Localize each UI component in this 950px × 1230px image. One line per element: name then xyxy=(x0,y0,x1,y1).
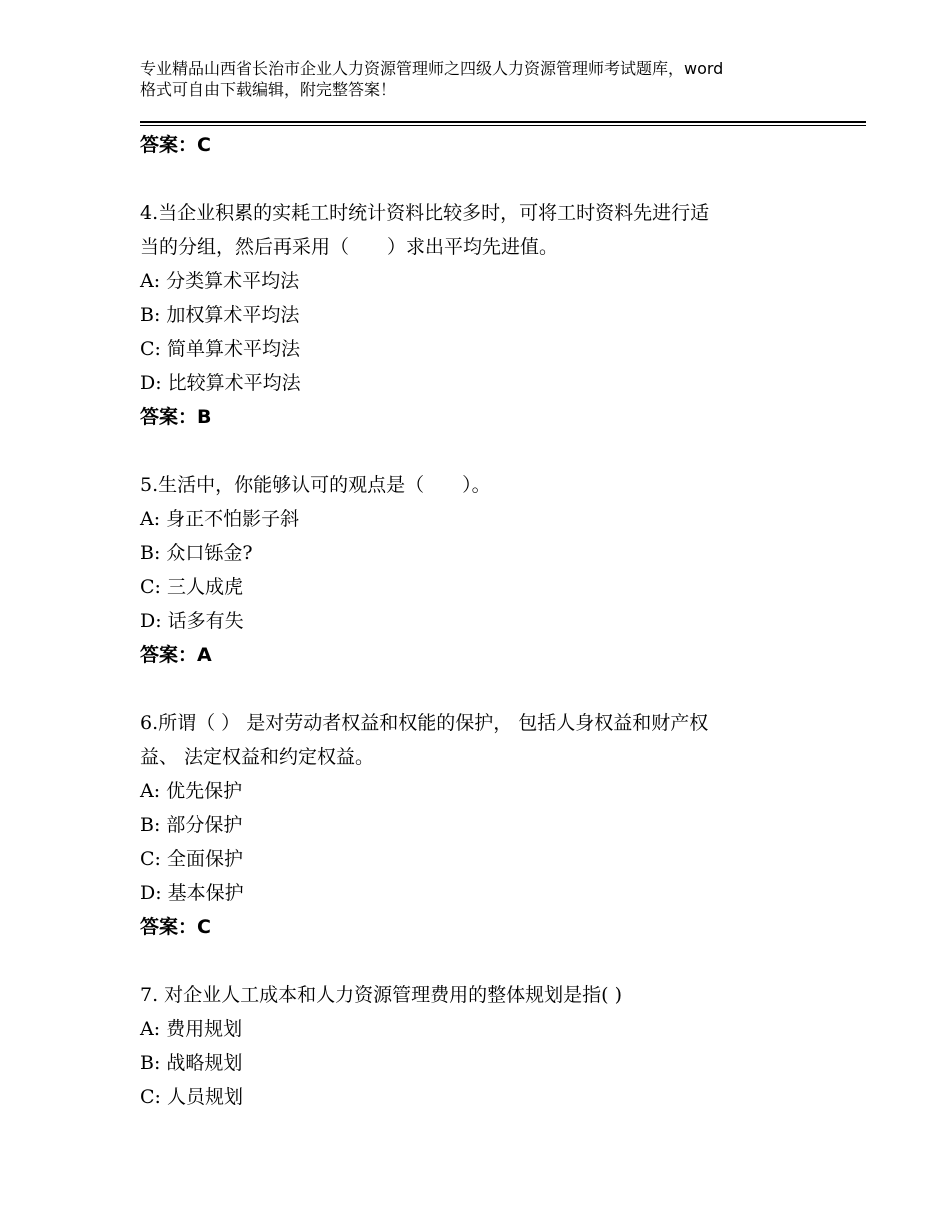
option-d: D: 比较算术平均法 xyxy=(140,372,301,394)
option-b: B: 部分保护 xyxy=(140,814,243,836)
header-rule-thin xyxy=(140,125,866,126)
question-stem-line: 4.当企业积累的实耗工时统计资料比较多时，可将工时资料先进行适 xyxy=(140,202,710,224)
option-a: A: 分类算术平均法 xyxy=(140,270,300,292)
header-line-2: 格式可自由下载编辑，附完整答案！ xyxy=(140,80,397,99)
header-line-1: 专业精品山西省长治市企业人力资源管理师之四级人力资源管理师考试题库，word xyxy=(140,59,724,78)
option-c: C: 人员规划 xyxy=(140,1086,243,1108)
option-a: A: 费用规划 xyxy=(140,1018,243,1040)
question-stem-line: 益、 法定权益和约定权益。 xyxy=(140,746,375,768)
option-a: A: 身正不怕影子斜 xyxy=(140,508,300,530)
option-d: D: 基本保护 xyxy=(140,882,244,904)
question-5 xyxy=(140,468,840,672)
question-4 xyxy=(140,196,840,434)
question-stem-line: 7. 对企业人工成本和人力资源管理费用的整体规划是指( ) xyxy=(140,984,623,1006)
answer: 答案：C xyxy=(140,916,211,938)
page-header xyxy=(140,58,840,100)
option-b: B: 加权算术平均法 xyxy=(140,304,300,326)
option-b: B: 战略规划 xyxy=(140,1052,243,1074)
answer: 答案：A xyxy=(140,644,212,666)
question-stem-line: 5.生活中，你能够认可的观点是（ ）。 xyxy=(140,474,491,496)
question-6 xyxy=(140,706,840,944)
header-rule-thick xyxy=(140,121,866,123)
option-b: B: 众口铄金? xyxy=(140,542,253,564)
spacer xyxy=(140,162,840,196)
question-stem-line: 当的分组，然后再采用（ ）求出平均先进值。 xyxy=(140,236,559,258)
question-list xyxy=(140,128,840,1114)
previous-answer: 答案：C xyxy=(140,134,211,156)
question-7 xyxy=(140,978,840,1114)
option-a: A: 优先保护 xyxy=(140,780,243,802)
spacer xyxy=(140,672,840,706)
option-c: C: 简单算术平均法 xyxy=(140,338,300,360)
option-c: C: 全面保护 xyxy=(140,848,243,870)
spacer xyxy=(140,944,840,978)
option-d: D: 话多有失 xyxy=(140,610,244,632)
option-c: C: 三人成虎 xyxy=(140,576,243,598)
spacer xyxy=(140,434,840,468)
answer: 答案：B xyxy=(140,406,212,428)
question-stem-line: 6.所谓（ ） 是对劳动者权益和权能的保护， 包括人身权益和财产权 xyxy=(140,712,709,734)
